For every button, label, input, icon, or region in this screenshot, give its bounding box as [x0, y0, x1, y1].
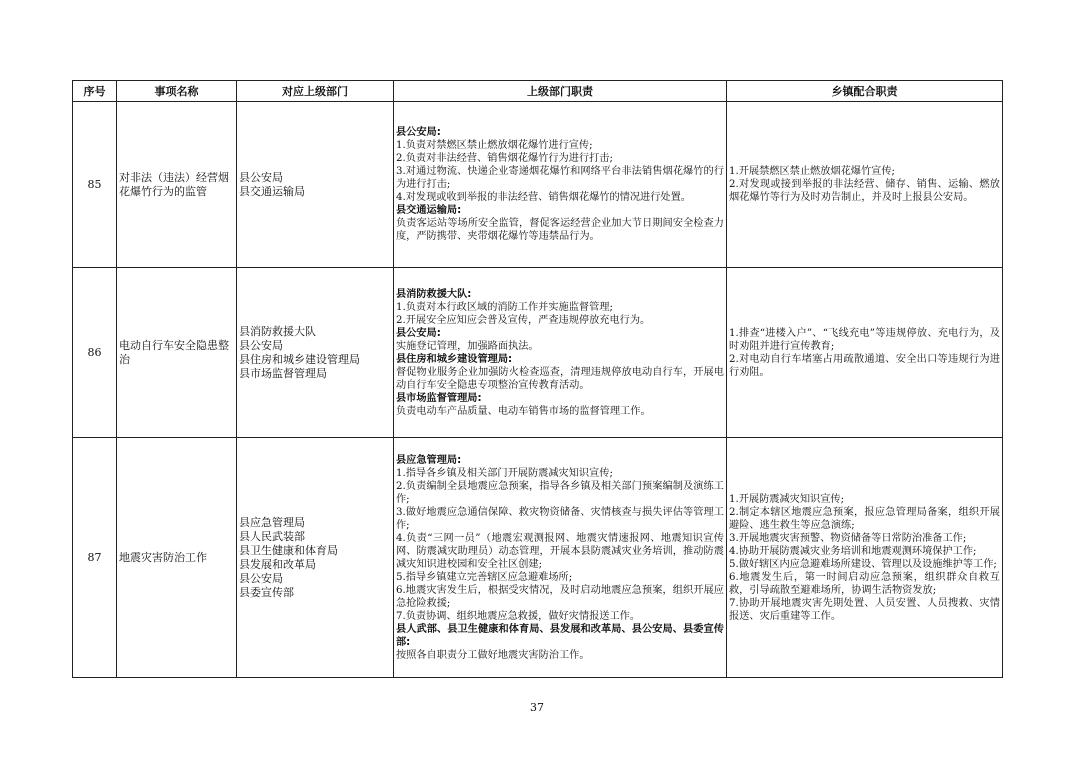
department-name: 县住房和城乡建设管理局: [239, 352, 360, 366]
duty-line: 3.做好地震应急通信保障、救灾物资储备、灾情核查与损失评估等管理工作;: [396, 506, 724, 531]
header-seq: 序号: [73, 81, 117, 102]
duty-heading: 县消防救援大队:: [396, 288, 472, 300]
duty-line: 1.指导各乡镇及相关部门开展防震减灾知识宣传;: [396, 467, 613, 479]
coop-line: 3.开展地震灾害预警、物资储备等日常防治准备工作;: [729, 532, 967, 544]
department-name: 县发展和改革局: [239, 557, 316, 571]
duty-heading: 县交通运输局:: [396, 205, 462, 216]
row-departments: [237, 102, 394, 268]
table-row: [73, 438, 1003, 678]
department-name: 县交通运输局: [239, 184, 305, 198]
duty-line: 2.负责对非法经营、销售烟花爆竹行为进行打击;: [396, 153, 613, 164]
department-name: 县公安局: [239, 170, 283, 184]
duty-line: 2.开展安全应知应会普及宣传，严查违规停放充电行为。: [396, 314, 651, 326]
duty-table: [72, 80, 1003, 678]
row-department-duties: [394, 268, 727, 438]
row-township-duties: [727, 102, 1003, 268]
row-item-name: 对非法（违法）经营烟花爆竹行为的监管: [117, 102, 237, 268]
coop-line: 1.排查“进楼入户”、“飞线充电”等违规停放、充电行为，及时劝阻并进行宣传教育;: [729, 327, 1000, 352]
header-item-name: 事项名称: [117, 81, 237, 102]
department-name: 县消防救援大队: [239, 324, 316, 338]
duty-line: 3.对通过物流、快递企业寄递烟花爆竹和网络平台非法销售烟花爆竹的行为进行打击;: [396, 166, 724, 190]
duty-line: 4.负责“三网一员”（地震宏观测报网、地震灾情速报网、地震知识宣传网、防震减灾助理员）动态管理，开展本县防震减灾业务培训，推动防震减灾知识进校园和安全社区创建;: [396, 532, 724, 570]
coop-line: 2.对发现或接到举报的非法经营、储存、销售、运输、燃放烟花爆竹等行为及时劝告制止，并及时上报县公安局。: [729, 179, 1000, 203]
coop-line: 6.地震发生后，第一时间启动应急预案，组织群众自救互救，引导疏散至避难场所，协调生活物资发放;: [729, 571, 1000, 596]
duty-line: 5.指导乡镇建立完善辖区应急避难场所;: [396, 571, 573, 583]
duty-line: 负责电动车产品质量、电动车销售市场的监督管理工作。: [396, 405, 651, 417]
duty-line: 1.负责对本行政区域的消防工作并实施监督管理;: [396, 301, 613, 313]
coop-line: 2.对电动自行车堵塞占用疏散通道、安全出口等违规行为进行劝阻。: [729, 353, 1000, 378]
coop-line: 2.制定本辖区地震应急预案，报应急管理局备案，组织开展避险、逃生救生等应急演练;: [729, 506, 1000, 531]
duty-line: 4.对发现或收到举报的非法经营、销售烟花爆竹的情况进行处置。: [396, 192, 691, 203]
row-township-duties: [727, 438, 1003, 678]
duty-heading: 县人武部、县卫生健康和体育局、县发展和改革局、县公安局、县委宣传部:: [396, 623, 724, 648]
department-name: 县市场监督管理局: [239, 366, 327, 380]
row-departments: [237, 438, 394, 678]
page-number: 37: [530, 701, 544, 714]
coop-line: 7.协助开展地震灾害先期处置、人员安置、人员搜救、灾情报送、灾后重建等工作。: [729, 597, 1000, 622]
table-header-row: [73, 81, 1003, 102]
duty-heading: 县公安局:: [396, 127, 441, 138]
coop-line: 1.开展禁燃区禁止燃放烟花爆竹宣传;: [729, 166, 895, 177]
duty-line: 实施登记管理，加强路面执法。: [396, 340, 539, 352]
table-row: [73, 102, 1003, 268]
header-department-duties: 上级部门职责: [394, 81, 727, 102]
row-item-name: 地震灾害防治工作: [117, 438, 237, 678]
header-department: 对应上级部门: [237, 81, 394, 102]
duty-line: 督促物业服务企业加强防火检查巡查，清理违规停放电动自行车，开展电动自行车安全隐患专项整治宣传教育活动。: [396, 366, 724, 391]
duty-heading: 县住房和城乡建设管理局:: [396, 353, 513, 365]
row-departments: [237, 268, 394, 438]
coop-line: 1.开展防震减灾知识宣传;: [729, 493, 845, 505]
row-seq: 87: [73, 438, 117, 678]
coop-line: 4.协助开展防震减灾业务培训和地震观测环境保护工作;: [729, 545, 977, 557]
duty-line: 1.负责对禁燃区禁止燃放烟花爆竹进行宣传;: [396, 140, 593, 151]
department-name: 县人民武装部: [239, 529, 305, 543]
duty-line: 7.负责协调、组织地震应急救援，做好灾情报送工作。: [396, 610, 641, 622]
row-seq: 85: [73, 102, 117, 268]
header-township-duties: 乡镇配合职责: [727, 81, 1003, 102]
row-department-duties: [394, 438, 727, 678]
department-name: 县公安局: [239, 571, 283, 585]
duty-line: 按照各自职责分工做好地震灾害防治工作。: [396, 649, 590, 661]
duty-heading: 县市场监督管理局:: [396, 392, 482, 404]
row-item-name: 电动自行车安全隐患整治: [117, 268, 237, 438]
duty-line: 2.负责编制全县地震应急预案，指导各乡镇及相关部门预案编制及演练工作;: [396, 480, 724, 505]
department-name: 县应急管理局: [239, 515, 305, 529]
duty-line: 负责客运站等场所安全监管，督促客运经营企业加大节日期间安全检查力度，严防携带、夹带烟花爆竹等违禁品行为。: [396, 218, 724, 242]
duty-line: 6.地震灾害发生后，根据受灾情况，及时启动地震应急预案，组织开展应急抢险救援;: [396, 584, 724, 609]
row-seq: 86: [73, 268, 117, 438]
row-township-duties: [727, 268, 1003, 438]
table-row: [73, 268, 1003, 438]
department-name: 县公安局: [239, 338, 283, 352]
coop-line: 5.做好辖区内应急避难场所建设、管理以及设施维护等工作;: [729, 558, 997, 570]
duty-heading: 县应急管理局:: [396, 454, 462, 466]
department-name: 县委宣传部: [239, 585, 294, 599]
duty-heading: 县公安局:: [396, 327, 441, 339]
row-department-duties: [394, 102, 727, 268]
department-name: 县卫生健康和体育局: [239, 543, 338, 557]
